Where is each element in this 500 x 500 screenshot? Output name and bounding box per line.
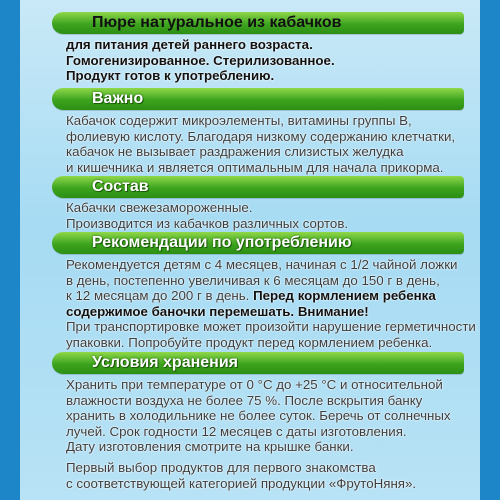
important-line: кабачок не вызывает раздражения слизистых желудка bbox=[66, 144, 404, 159]
title-band bbox=[52, 12, 464, 34]
composition-line: Кабачки свежезамороженные. bbox=[66, 200, 253, 215]
important-band bbox=[52, 88, 464, 110]
composition-heading: Состав bbox=[92, 178, 149, 195]
usage-line: Рекомендуется детям с 4 месяцев, начиная с 1/2 чайной ложки bbox=[66, 257, 458, 272]
important-line: и кишечника и является оптимальным для начала прикорма. bbox=[66, 159, 444, 175]
subtitle-line: Гомогенизированное. Стерилизованное. bbox=[66, 52, 335, 68]
usage-text bbox=[66, 257, 476, 350]
product-label bbox=[20, 0, 480, 500]
storage-text bbox=[66, 377, 466, 455]
storage-line: Дату изготовления смотрите на крышке банки. bbox=[66, 439, 354, 454]
important-line: фолиевую кислоту. Благодаря низкому содержанию клетчатки, bbox=[66, 128, 456, 144]
storage-line: хранить в холодильнике не более суток. Беречь от солнечных bbox=[66, 408, 451, 423]
usage-dose-text: к 12 месяцам до 200 г в день. bbox=[66, 288, 250, 303]
footer-line: Первый выбор продуктов для первого знакомства bbox=[66, 460, 376, 475]
usage-line: упаковки. Попробуйте продукт перед кормлением ребенка. bbox=[66, 334, 433, 350]
storage-band bbox=[52, 352, 464, 374]
storage-heading: Условия хранения bbox=[92, 354, 238, 371]
usage-heading: Рекомендации по употреблению bbox=[92, 234, 352, 251]
usage-band bbox=[52, 232, 464, 254]
usage-warning-text: Перед кормлением ребенка bbox=[249, 288, 436, 303]
storage-line: лучей. Срок годности 12 месяцев с даты изготовления. bbox=[66, 423, 407, 439]
product-title: Пюре натуральное из кабачков bbox=[92, 14, 342, 31]
storage-line: Хранить при температуре от 0 °С до +25 °С и относительной bbox=[66, 377, 443, 392]
subtitle-line: Продукт готов к употреблению. bbox=[66, 68, 275, 83]
footer-text bbox=[66, 460, 466, 491]
usage-line bbox=[66, 288, 466, 304]
important-line: Кабачок содержит микроэлементы, витамины группы В, bbox=[66, 113, 412, 128]
composition-band bbox=[52, 176, 464, 198]
usage-line: При транспортировке может произойти нарушение герметичности bbox=[66, 319, 476, 334]
important-text bbox=[66, 113, 466, 175]
usage-line: в день, постепенно увеличивая к 6 месяцам до 150 г в день, bbox=[66, 272, 440, 288]
subtitle-line: для питания детей раннего возраста. bbox=[66, 37, 313, 52]
important-heading: Важно bbox=[92, 90, 144, 107]
storage-line: влажности воздуха не более 75 %. После вскрытия банку bbox=[66, 392, 423, 408]
composition-line: Производится из кабачков различных сортов. bbox=[66, 215, 349, 231]
composition-text bbox=[66, 200, 466, 231]
usage-warning-text: содержимое баночки перемешать. Внимание! bbox=[66, 303, 369, 319]
footer-line: с соответствующей категорией продукции «ФрутоНяня». bbox=[66, 475, 417, 491]
usage-line bbox=[66, 304, 466, 320]
product-subtitle bbox=[66, 37, 466, 84]
